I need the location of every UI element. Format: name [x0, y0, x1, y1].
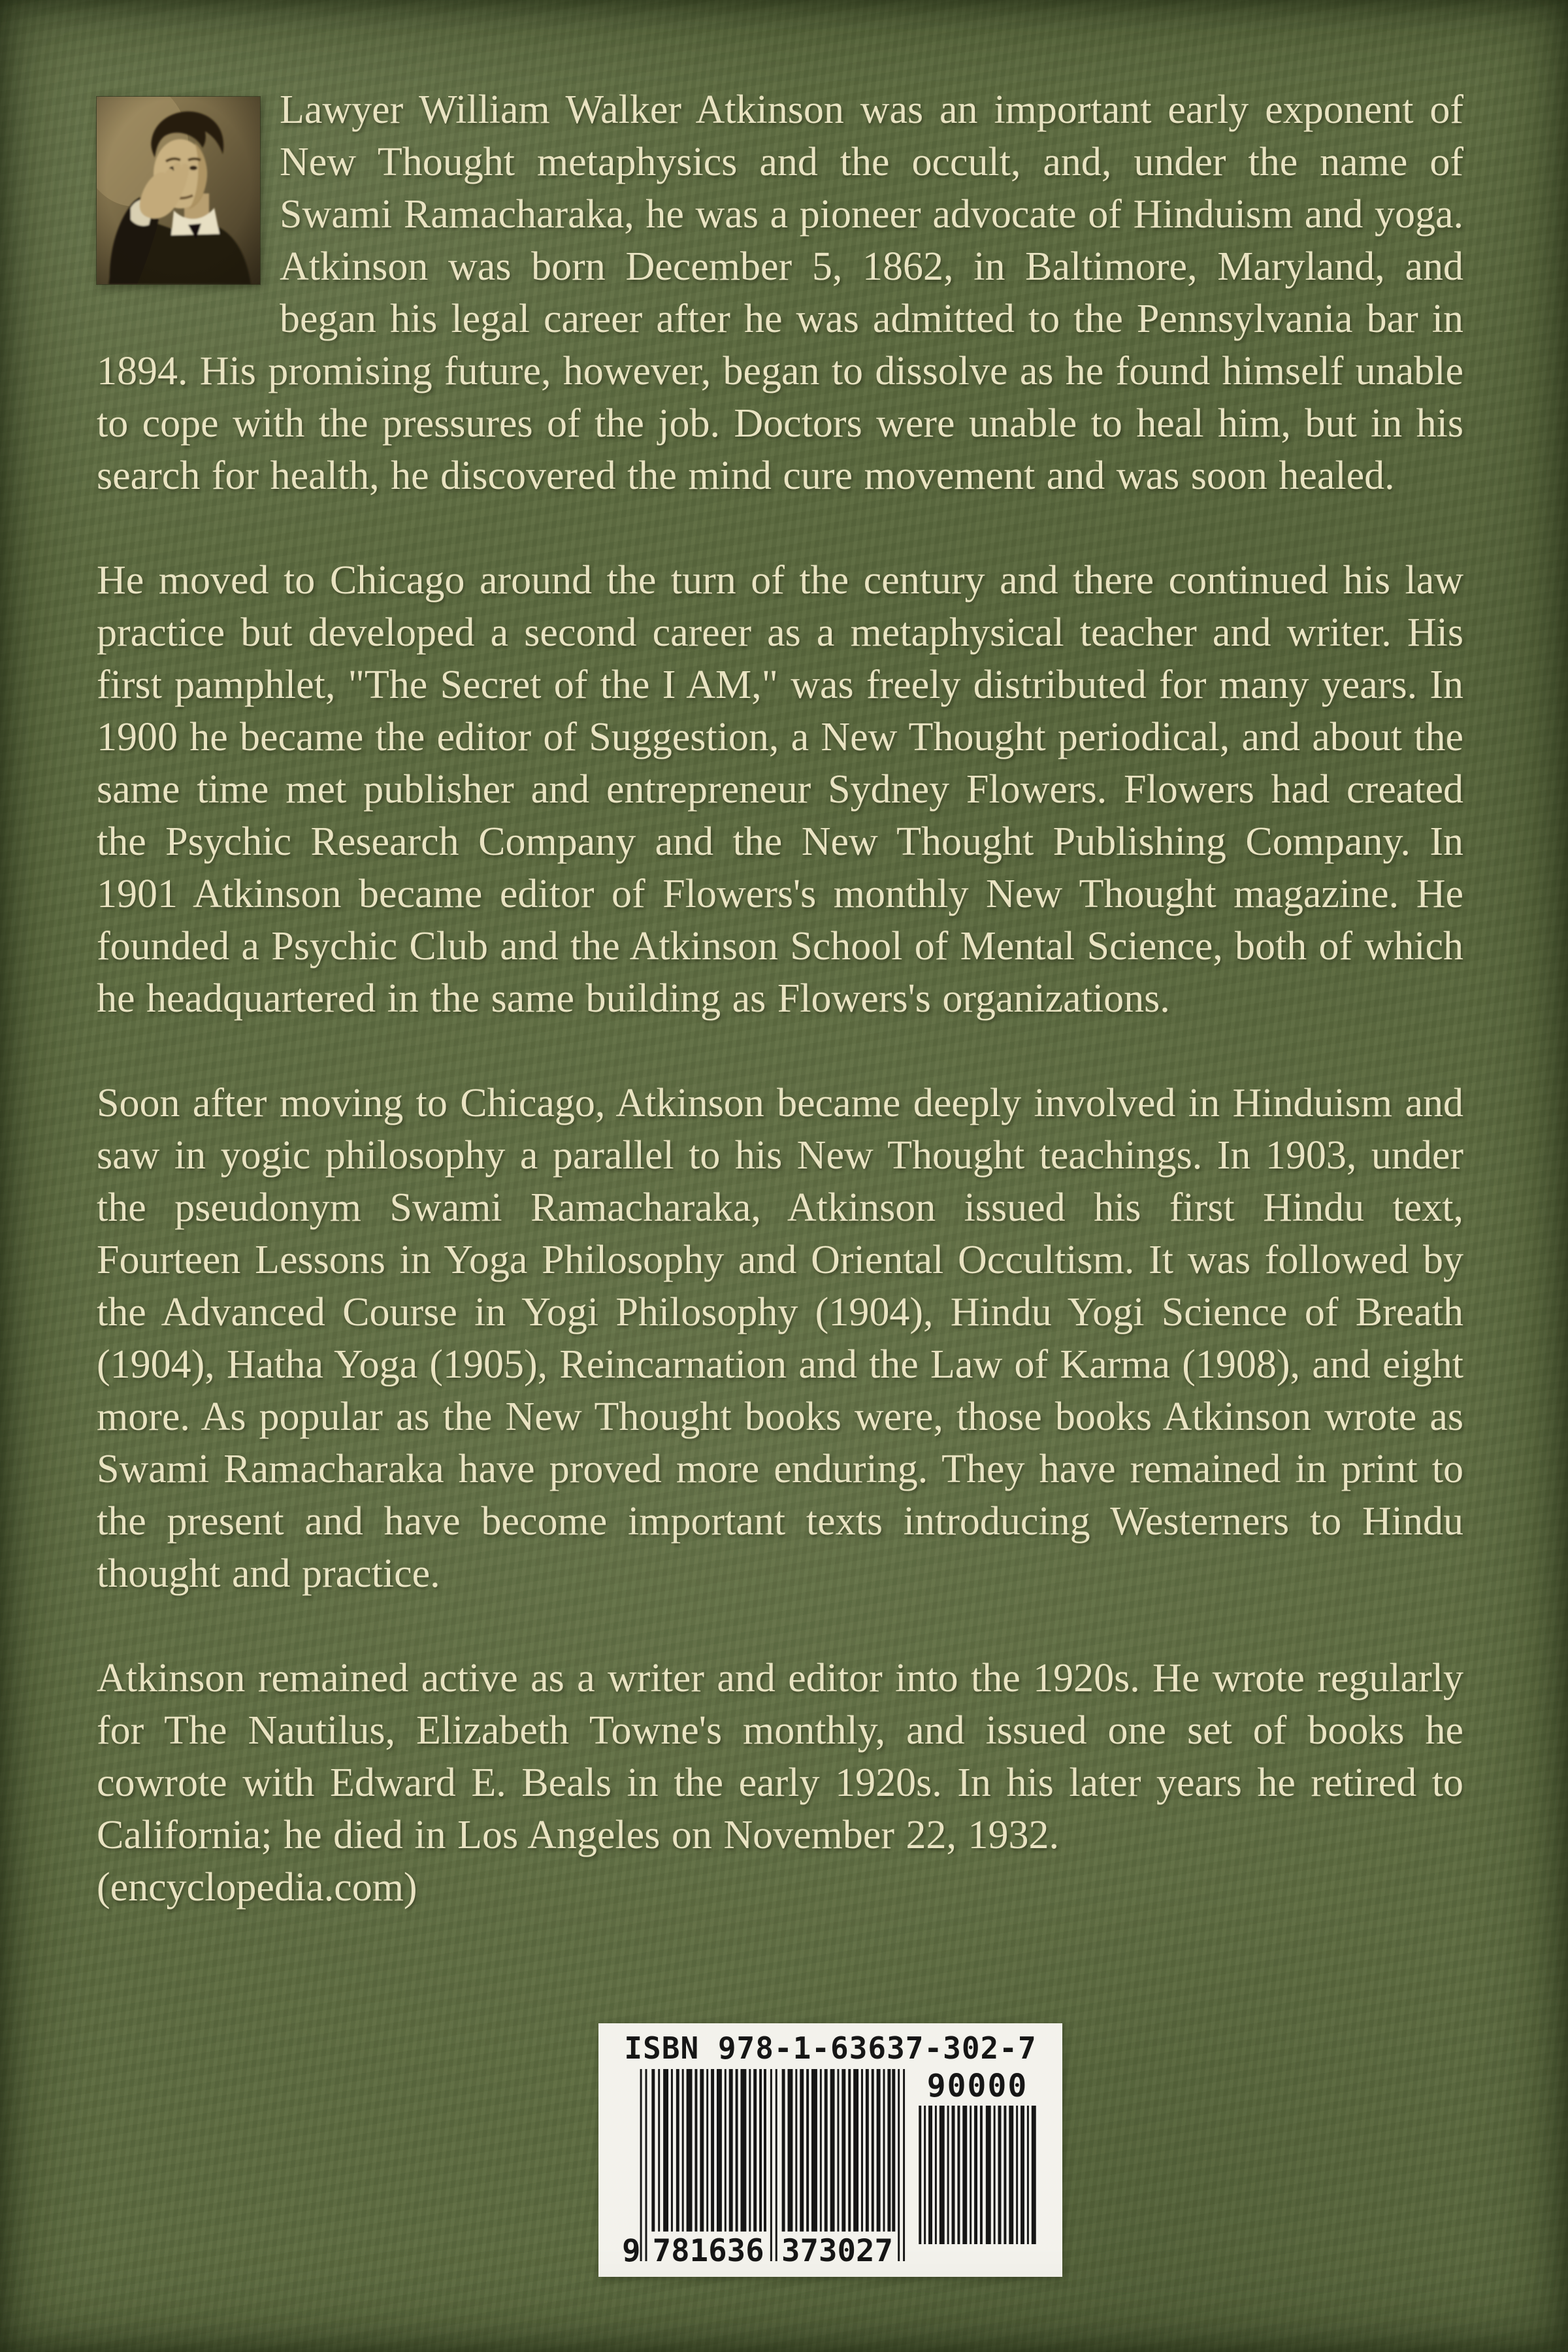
barcode-row — [621, 2069, 1040, 2264]
addon-barcode — [918, 2106, 1037, 2244]
author-biography — [97, 84, 1463, 1913]
bio-paragraph-3: Soon after moving to Chicago, Atkinson became deeply involved in Hinduism and saw in yogic philosophy a parallel to his New Thought teachings. In 1903, under the pseudonym Swami Ramacharaka, Atkinson issued his first Hindu text, Fourteen Lessons in Yoga Philosophy and Oriental Occultism. It was followed by the Advanced Course in Yogi Philosophy (1904), Hindu Yogi Science of Breath (1904), Hatha Yoga (1905), Reincarnation and the Law of Karma (1908), and eight more. As popular as the New Thought books were, those books Atkinson wrote as Swami Ramacharaka have proved more enduring. They have remained in print to the present and have become important texts introducing Westerners to Hindu thought and practice. — [97, 1081, 1463, 1596]
author-portrait-photo — [97, 97, 260, 284]
isbn-barcode-label — [598, 2023, 1062, 2277]
bio-source-credit: (encyclopedia.com) — [97, 1865, 417, 1910]
bio-paragraph-1: Lawyer William Walker Atkinson was an important early exponent of New Thought metaphysics and the occult, and, under the name of Swami Ramacharaka, he was a pioneer advocate of Hinduism and yoga. Atkinson was born December 5, 1862, in Baltimore, Maryland, and began his legal career after he was admitted to the Pennsylvania bar in 1894. His promising future, however, began to dissolve as he found himself unable to cope with the pressures of the job. Doctors were unable to heal him, but in his search for health, he discovered the mind cure movement and was soon healed. — [97, 88, 1463, 498]
bio-paragraph-2: He moved to Chicago around the turn of the century and there continued his law practice but developed a second career as a metaphysical teacher and writer. His first pamphlet, "The Secret of the I AM," was freely distributed for many years. In 1900 he became the editor of Suggestion, a New Thought periodical, and about the same time met publisher and entrepreneur Sydney Flowers. Flowers had created the Psychic Research Company and the New Thought Publishing Company. In 1901 Atkinson became editor of Flowers's monthly New Thought magazine. He founded a Psychic Club and the Atkinson School of Mental Science, both of which he headquartered in the same building as Flowers's organizations. — [97, 558, 1463, 1021]
barcode-digit-group2: 373027 — [781, 2233, 893, 2264]
price-code: 90000 — [926, 2068, 1028, 2104]
barcode-digit-lead: 9 — [621, 2233, 641, 2264]
bio-paragraph-4: Atkinson remained active as a writer and editor into the 1920s. He wrote regularly for The Nautilus, Elizabeth Towne's monthly, and issued one set of books he cowrote with Edward E. Beals in the early 1920s. In his later years he retired to California; he died in Los Angeles on November 22, 1932. — [97, 1656, 1463, 1857]
barcode-digit-group1: 781636 — [652, 2233, 764, 2264]
barcode-addon-block — [917, 2069, 1037, 2244]
portrait-illustration — [97, 97, 260, 284]
isbn-number: ISBN 978-1-63637-302-7 — [624, 2030, 1037, 2066]
ean13-barcode — [621, 2069, 908, 2264]
